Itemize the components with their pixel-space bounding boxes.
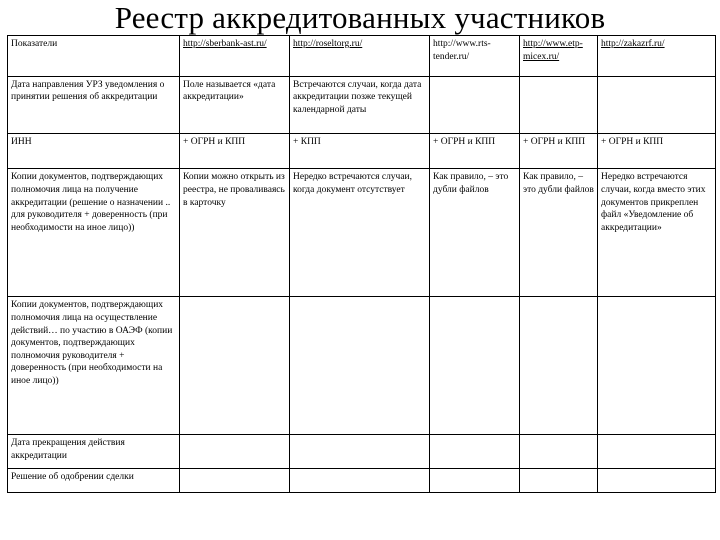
table-cell (180, 297, 290, 435)
table-cell (520, 435, 598, 468)
table-cell: + ОГРН и КПП (520, 134, 598, 169)
table-cell: Копии можно открыть из реестра, не проваливаясь в карточку (180, 169, 290, 297)
table-row (8, 435, 716, 468)
table-cell: Нередко встречаются случаи, когда документ отсутствует (290, 169, 430, 297)
row-label: Дата прекращения действия аккредитации (8, 435, 180, 468)
table-cell (430, 468, 520, 492)
table-cell (430, 297, 520, 435)
table-cell: + КПП (290, 134, 430, 169)
table-cell (180, 468, 290, 492)
row-label: Копии документов, подтверждающих полномочия лица на получение аккредитации (решение о назначении .. для руководителя + доверенность (при необходимости на иное лицо)) (8, 169, 180, 297)
table-cell (520, 76, 598, 133)
table-row (8, 297, 716, 435)
site-link-zakazrf[interactable]: http://zakazrf.ru/ (598, 36, 716, 77)
table-cell: Как правило, – это дубли файлов (430, 169, 520, 297)
site-link-etp-micex[interactable]: http://www.etp-micex.ru/ (520, 36, 598, 77)
table-cell (598, 76, 716, 133)
table-cell: Поле называется «дата аккредитации» (180, 76, 290, 133)
table-cell (290, 297, 430, 435)
table-cell (598, 297, 716, 435)
table-cell: + ОГРН и КПП (430, 134, 520, 169)
table-row (8, 76, 716, 133)
page-title: Реестр аккредитованных участников (114, 0, 606, 35)
table-cell (290, 468, 430, 492)
table-cell (520, 468, 598, 492)
table-cell: + ОГРН и КПП (180, 134, 290, 169)
table-row (8, 169, 716, 297)
site-link-roseltorg[interactable]: http://roseltorg.ru/ (290, 36, 430, 77)
table-cell: Встречаются случаи, когда дата аккредитации позже текущей календарной даты (290, 76, 430, 133)
table-cell: Нередко встречаются случаи, когда вместо этих документов прикреплен файл «Уведомление об аккредитации» (598, 169, 716, 297)
table-cell: + ОГРН и КПП (598, 134, 716, 169)
table-cell (430, 435, 520, 468)
table-cell (290, 435, 430, 468)
row-label: Решение об одобрении сделки (8, 468, 180, 492)
row-label: ИНН (8, 134, 180, 169)
site-link-sberbank[interactable]: http://sberbank-ast.ru/ (180, 36, 290, 77)
table-row (8, 134, 716, 169)
table-header-row (8, 36, 716, 77)
table-cell (180, 435, 290, 468)
site-link-rts-tender[interactable]: http://www.rts-tender.ru/ (430, 36, 520, 77)
table-cell (430, 76, 520, 133)
table-cell: Как правило, – это дубли файлов (520, 169, 598, 297)
table-cell (598, 435, 716, 468)
table-row (8, 468, 716, 492)
registry-table (7, 35, 716, 493)
table-cell (520, 297, 598, 435)
row-label: Копии документов, подтверждающих полномочия лица на осуществление действий… по участию в ОАЭФ (копии документов, подтверждающих полномочия руководителя + доверенность (при необходимости на иное лицо)) (8, 297, 180, 435)
row-label: Дата направления УРЗ уведомления о принятии решения об аккредитации (8, 76, 180, 133)
header-label-cell: Показатели (8, 36, 180, 77)
table-cell (598, 468, 716, 492)
